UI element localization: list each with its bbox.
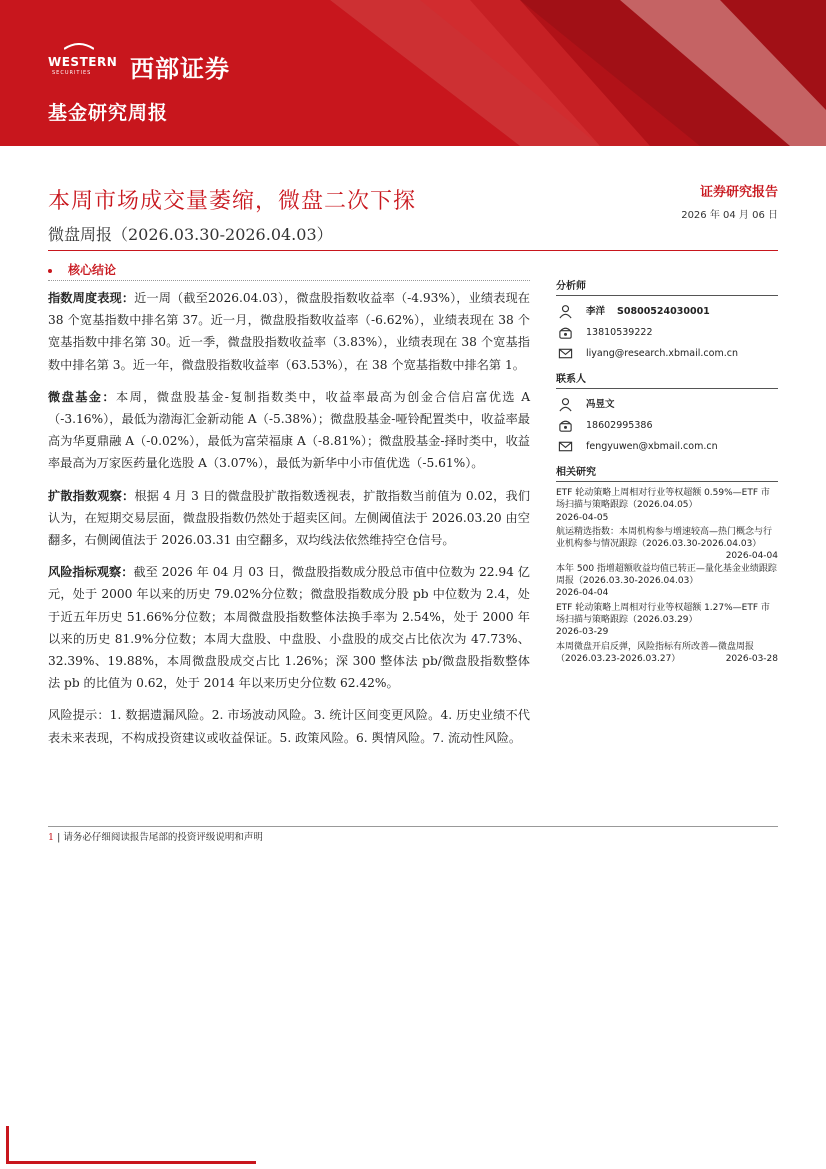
phone-icon: [558, 418, 573, 433]
logo-english: WESTERN: [48, 55, 118, 69]
related-report[interactable]: [556, 602, 778, 639]
person-icon: [558, 397, 573, 412]
corner-accent-vertical: [6, 1126, 9, 1164]
banner-title: 基金研究周报: [48, 102, 169, 124]
related-report-date: 2026-04-05: [556, 512, 609, 523]
related-report-date: 2026-04-04: [556, 588, 609, 599]
contact-name-row: [556, 394, 778, 415]
analyst-cert: S0800524030001: [617, 306, 710, 317]
related-report[interactable]: [556, 641, 778, 666]
phone-icon: [558, 325, 573, 340]
related-report-date: 2026-04-04: [725, 551, 778, 562]
page-number: 1: [48, 832, 55, 843]
paragraph-risk-warning: [48, 704, 530, 748]
analyst-phone-row: [556, 322, 778, 343]
paragraph-text: 截至 2026 年 04 月 03 日，微盘股指数成分股总市值中位数为 22.94 亿元，处于 2000 年以来的历史 79.02%分位数；微盘股指数成分股 pb 中位数为 2.4，处于近五年历史 51.66%分位数；本周微盘股指数整体法换手率为 2.54%，处于 2000 年以来的历史 81.9%分位数；本周大盘股、中盘股、小盘股的成交占比依次为 47.73%、32.39%、19.88%，本周微盘股成交占比 1.26%；深 300 整体法 pb/微盘股指数整体法 pb 的比值为 0.62，处于 2014 年以来历史分位数 62.42%。: [48, 565, 530, 691]
report-subtitle: 微盘周报（2026.03.30-2026.04.03）: [48, 225, 333, 244]
email-icon: [558, 346, 573, 361]
sidebar: [556, 277, 778, 667]
logo-chinese: 西部证券: [130, 55, 230, 83]
analyst-heading: 分析师: [556, 277, 778, 296]
analyst-email-row: [556, 343, 778, 364]
related-report-title[interactable]: 本周微盘开启反弹，风险指标有所改善—微盘周报（2026.03.23-2026.03.27）: [556, 641, 755, 664]
analyst-phone: 13810539222: [586, 327, 653, 338]
paragraph-microcap-funds: [48, 386, 530, 475]
related-report-date: 2026-03-29: [556, 627, 609, 638]
contact-email[interactable]: fengyuwen@xbmail.com.cn: [586, 441, 718, 452]
footer-disclaimer: 请务必仔细阅读报告尾部的投资评级说明和声明: [63, 832, 263, 843]
paragraph-lead: 指数周度表现：: [48, 291, 135, 305]
section-heading: [48, 261, 116, 278]
title-divider: [48, 250, 778, 251]
main-content: [48, 287, 530, 759]
related-report-title[interactable]: ETF 轮动策略上周相对行业等权超额 1.27%—ETF 市场扫描与策略跟踪（2026.03.29）: [556, 602, 770, 625]
footer-separator: |: [57, 832, 64, 843]
person-icon: [558, 304, 573, 319]
contact-name: 冯昱文: [586, 399, 615, 410]
header-banner: [0, 0, 826, 146]
related-report-title[interactable]: 本年 500 指增超额收益均值已转正—量化基金业绩跟踪周报（2026.03.30-2026.04.03）: [556, 563, 777, 587]
contact-email-row: [556, 436, 778, 457]
paragraph-diffusion-index: [48, 485, 530, 552]
analyst-name: 李洋: [586, 306, 606, 317]
contact-phone: 18602995386: [586, 420, 653, 431]
related-report[interactable]: [556, 487, 778, 524]
analyst-email[interactable]: liyang@research.xbmail.com.cn: [586, 348, 738, 359]
report-title: 本周市场成交量萎缩，微盘二次下探: [48, 189, 417, 214]
logo-english-sub: SECURITIES: [52, 70, 92, 76]
paragraph-lead: 扩散指数观察：: [48, 488, 135, 503]
contact-phone-row: [556, 415, 778, 436]
footer-divider: [48, 826, 778, 827]
related-report-date: 2026-03-28: [725, 653, 778, 664]
corner-accent-horizontal: [6, 1161, 256, 1164]
email-icon: [558, 439, 573, 454]
report-date: 2026 年 04 月 06 日: [681, 210, 778, 221]
paragraph-lead: 微盘基金：: [48, 389, 116, 404]
paragraph-text: 近一周（截至2026.04.03），微盘股指数收益率（-4.93%），业绩表现在 38 个宽基指数中排名第 37。近一月，微盘股指数收益率（-6.62%），业绩表现在 38 个宽基指数中排名第 30。近一季，微盘股指数收益率（3.83%），业绩表现在 38 个宽基指数中排名第 3。近一年，微盘股指数收益率（63.53%），在 38 个宽基指数中排名第 1。: [48, 291, 530, 372]
related-heading: 相关研究: [556, 463, 778, 482]
analyst-name-row: [556, 301, 778, 322]
bullet-icon: [48, 269, 52, 273]
related-report-title[interactable]: 航运精选指数：本周机构参与增速较高—热门概念与行业机构参与情况跟踪（2026.03.30-2026.04.03）: [556, 526, 773, 550]
related-report[interactable]: [556, 563, 778, 600]
contact-heading: 联系人: [556, 370, 778, 389]
footer: [48, 829, 263, 843]
paragraph-index-performance: [48, 287, 530, 376]
bull-horns-icon: [64, 43, 94, 51]
section-divider: [48, 280, 530, 281]
paragraph-text: 本周，微盘股基金-复制指数类中，收益率最高为创金合信启富优选 A（-3.16%），最低为渤海汇金新动能 A（-5.38%）；微盘股基金-哑铃配置类中，收益率最高为华夏鼎融 A（-0.02%），最低为富荣福康 A（-8.81%）；微盘股基金-择时类中，收益率最高为万家医药量化选股 A（3.07%），最低为新华中小市值优选（-5.61%）。: [48, 389, 530, 471]
paragraph-risk-indicators: [48, 561, 530, 694]
paragraph-text: 根据 4 月 3 日的微盘股扩散指数透视表，扩散指数当前值为 0.02，我们认为，在短期交易层面，微盘股指数仍然处于超卖区间。左侧阈值法于 2026.03.20 由空翻多，右侧阈值法于 2026.03.31 由空翻多，双均线法依然维持空仓信号。: [48, 488, 531, 548]
report-type-label: 证券研究报告: [699, 185, 778, 200]
section-heading-text: 核心结论: [68, 263, 117, 277]
related-report[interactable]: [556, 526, 778, 562]
paragraph-text: 风险提示：1. 数据遗漏风险。2. 市场波动风险。3. 统计区间变更风险。4. 历史业绩不代表未来表现，不构成投资建议或收益保证。5. 政策风险。6. 舆情风险。7. 流动性风险。: [48, 708, 530, 745]
related-report-title[interactable]: ETF 轮动策略上周相对行业等权超额 0.59%—ETF 市场扫描与策略跟踪（2026.04.05）: [556, 488, 770, 511]
paragraph-lead: 风险指标观察：: [48, 565, 134, 580]
